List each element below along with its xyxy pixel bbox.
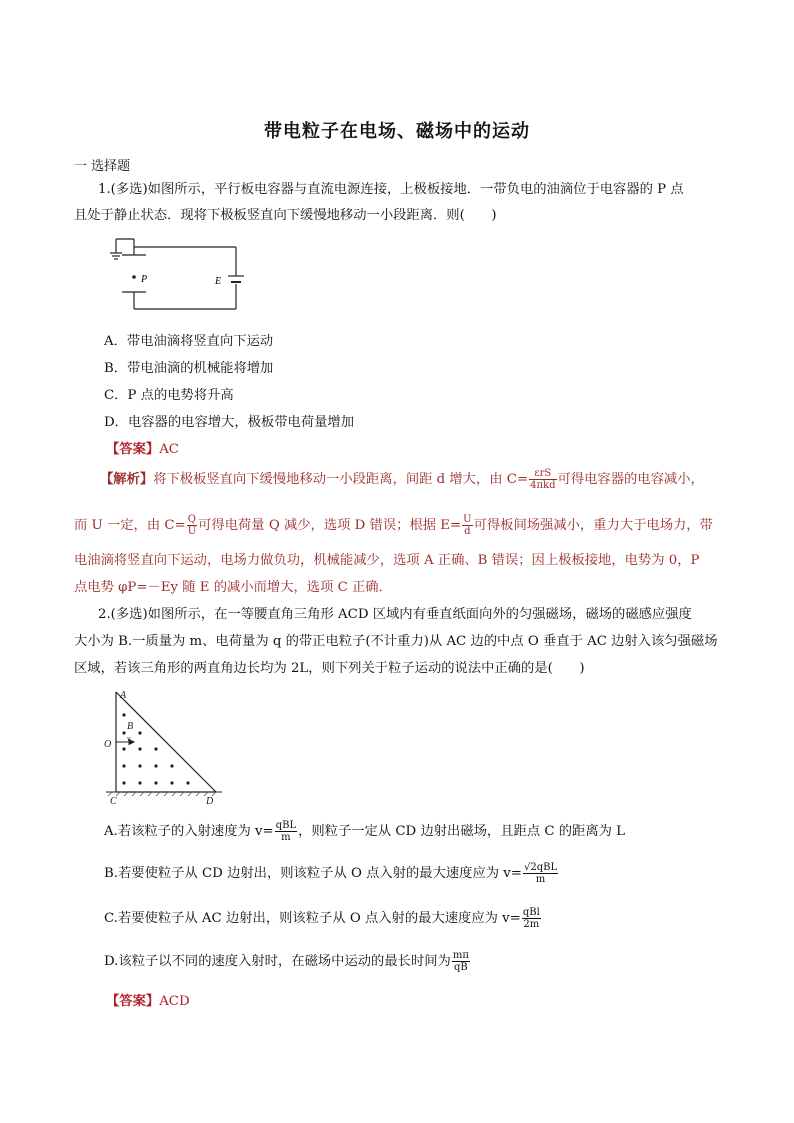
analysis-text: 可得电荷量 Q 减少，选项 D 错误；根据 E=: [198, 518, 462, 533]
q1-stem-line1: 1.(多选)如图所示，平行板电容器与直流电源连接，上极板接地．一带负电的油滴位于电容器的 P 点: [98, 182, 684, 197]
label-b: B: [127, 721, 134, 732]
q1-option-c: C．P 点的电势将升高: [104, 388, 234, 403]
capacitance-fraction: [529, 468, 556, 491]
frac-num: √2qBL: [523, 862, 558, 873]
q1-option-d: D．电容器的电容增大，极板带电荷量增加: [104, 415, 355, 430]
speed-fraction: [523, 862, 558, 885]
answer-value: AC: [159, 442, 179, 457]
option-text: ，则粒子一定从 CD 边射出磁场，且距点 C 的距离为 L: [298, 824, 625, 839]
speed-fraction: [275, 820, 297, 843]
frac-num: U: [463, 514, 472, 525]
label-o: O: [104, 739, 112, 750]
time-fraction: [452, 950, 470, 973]
q1-analysis-line1: [100, 468, 704, 491]
page-title: 带电粒子在电场、磁场中的运动: [264, 121, 530, 142]
charge-fraction: [187, 514, 197, 537]
q2-stem-line1: 2.(多选)如图所示，在一等腰直角三角形 ACD 区域内有垂直纸面向外的匀强磁场，磁场的磁感应强度: [98, 607, 692, 622]
answer-label: 【答案】: [106, 442, 160, 457]
analysis-label: 【解析】: [100, 472, 154, 487]
label-d: D: [206, 796, 214, 807]
q2-answer: [106, 990, 190, 1009]
q1-stem-line2: 且处于静止状态．现将下极板竖直向下缓慢地移动一小段距离．则( ): [74, 208, 497, 223]
q1-circuit-diagram: [104, 236, 244, 316]
frac-num: qBL: [275, 820, 297, 831]
frac-num: εrS: [529, 468, 556, 480]
q1-answer: [106, 438, 179, 457]
q2-option-d: [104, 950, 471, 973]
analysis-text: 将下极板竖直向下缓慢地移动一小段距离，间距 d 增大，由 C=: [153, 472, 529, 487]
q1-analysis-line3: 电油滴将竖直向下运动，电场力做负功，机械能减少，选项 A 正确、B 错误；因上极板接地，电势为 0，P: [74, 553, 700, 568]
section-heading: 一 选择题: [74, 159, 131, 174]
option-text: C.若要使粒子从 AC 边射出，则该粒子从 O 点入射的最大速度应为 v=: [104, 911, 521, 926]
oil-drop-dot: [132, 275, 136, 279]
q1-option-b: B．带电油滴的机械能将增加: [104, 361, 274, 376]
speed-fraction: [522, 907, 541, 930]
q1-option-a: A．带电油滴将竖直向下运动: [104, 334, 274, 349]
answer-value: ACD: [159, 994, 190, 1009]
q2-triangle-diagram: [104, 688, 224, 806]
option-text: B.若要使粒子从 CD 边射出，则该粒子从 O 点入射的最大速度应为 v=: [104, 866, 522, 881]
frac-den: m: [535, 874, 546, 885]
frac-num: Q: [187, 514, 196, 525]
label-a: A: [120, 690, 127, 701]
frac-den: d: [464, 526, 471, 537]
frac-den: U: [187, 526, 197, 537]
analysis-text: 可得板间场强减小，重力大于电场力，带: [473, 518, 713, 533]
frac-den: 2m: [523, 919, 540, 930]
field-fraction: [462, 514, 472, 537]
analysis-text: 可得电容器的电容减小，: [557, 472, 704, 487]
q2-option-b: [104, 862, 559, 885]
analysis-text: 而 U 一定，由 C=: [74, 518, 186, 533]
option-text: D.该粒子以不同的速度入射时，在磁场中运动的最长时间为: [104, 954, 451, 969]
frac-den: m: [281, 832, 291, 843]
q1-analysis-line2: [74, 514, 713, 537]
frac-den: qB: [454, 962, 468, 973]
frac-num: qBl: [522, 907, 540, 918]
label-v: v: [127, 734, 131, 743]
label-p: P: [141, 274, 148, 285]
answer-label: 【答案】: [106, 994, 160, 1009]
q1-analysis-line4: 点电势 φP=－Ey 随 E 的减小而增大，选项 C 正确．: [74, 580, 392, 595]
option-text: A.若该粒子的入射速度为 v=: [104, 824, 274, 839]
label-e: E: [215, 276, 222, 287]
q2-option-a: [104, 820, 625, 843]
frac-num: mπ: [452, 950, 469, 961]
frac-den: 4πkd: [530, 480, 556, 491]
q2-stem-line3: 区域，若该三角形的两直角边长均为 2L，则下列关于粒子运动的说法中正确的是( ): [74, 661, 585, 676]
q2-stem-line2: 大小为 B.一质量为 m、电荷量为 q 的带正电粒子(不计重力)从 AC 边的中点 O 垂直于 AC 边射入该匀强磁场: [74, 634, 718, 649]
q2-option-c: [104, 907, 542, 930]
label-c: C: [110, 796, 117, 807]
